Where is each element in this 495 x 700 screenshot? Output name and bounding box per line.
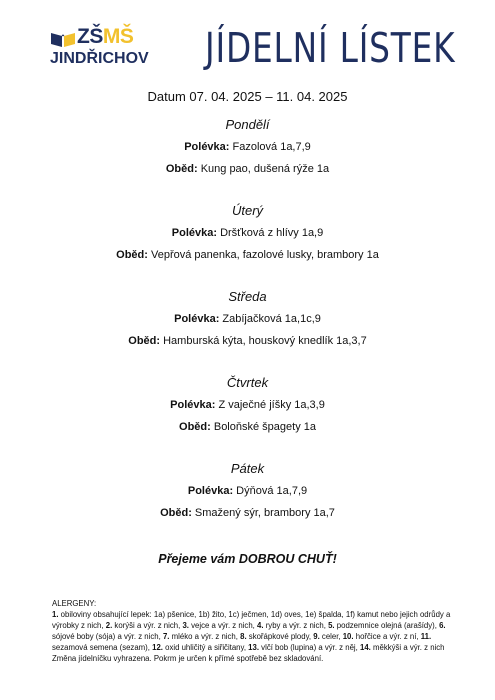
allergen-num: 7.: [162, 632, 170, 641]
allergen-text: vejce a výr. z nich,: [188, 621, 258, 630]
soup-label: Polévka:: [187, 485, 234, 497]
soup-label: Polévka:: [171, 227, 218, 239]
allergen-num: 14.: [360, 643, 371, 652]
soup-text: Fazolová 1a,7,9: [229, 141, 311, 153]
soup-tuesday: [0, 227, 495, 239]
allergen-text: skořápkové plody,: [246, 632, 314, 641]
allergen-num: 1.: [52, 610, 59, 619]
allergen-num: 10.: [342, 632, 354, 641]
allergen-text: sezamová semena (sezam),: [52, 643, 153, 652]
allergen-num: 13.: [248, 643, 260, 652]
main-wednesday: [0, 335, 495, 347]
allergen-num: 5.: [328, 621, 335, 630]
allergens-note: Změna jídelníčku vyhrazena. Pokrm je určen k přímé spotřebě bez skladování.: [52, 654, 324, 663]
soup-friday: [0, 485, 495, 497]
main-text: Kung pao, dušená rýže 1a: [197, 163, 330, 175]
allergen-text: sójové boby (sója) a výr. z nich,: [52, 632, 163, 641]
allergen-num: 2.: [105, 621, 113, 630]
main-friday: [0, 507, 495, 519]
main-label: Oběd:: [160, 507, 192, 519]
soup-text: Dýňová 1a,7,9: [233, 485, 308, 497]
main-text: Vepřová panenka, fazolové lusky, brambory 1a: [147, 249, 379, 261]
main-text: Boloňské špagety 1a: [210, 421, 316, 433]
allergen-num: 11.: [420, 632, 432, 641]
day-name-thursday: Čtvrtek: [226, 375, 269, 390]
allergen-num: 9.: [313, 632, 320, 641]
allergen-text: měkkýši a výr. z nich: [370, 643, 445, 652]
allergen-num: 4.: [257, 621, 264, 630]
main-thursday: [0, 421, 495, 433]
logo-town: JINDŘICHOV: [50, 50, 149, 67]
allergen-text: korýši a výr. z nich,: [112, 621, 183, 630]
logo-zs: ZŠ: [77, 25, 103, 48]
allergen-text: hořčice a výr. z ní,: [353, 632, 421, 641]
allergen-text: obiloviny obsahující lepek: 1a) pšenice, 1b) žito, 1c) ječmen, 1d) oves, 1e) špalda, 1f) kamut nebo jejich odrůdy a výrobky z nich,: [52, 610, 451, 630]
main-tuesday: [0, 249, 495, 261]
day-name-monday: Pondělí: [225, 117, 270, 132]
soup-label: Polévka:: [174, 313, 220, 325]
allergen-text: celer,: [319, 632, 343, 641]
allergen-num: 6.: [439, 621, 446, 630]
allergen-text: vlčí bob (lupina) a výr. z něj,: [259, 643, 360, 652]
allergen-text: mléko a výr. z nich,: [169, 632, 241, 641]
soup-text: Zabíjačková 1a,1c,9: [219, 313, 321, 325]
soup-monday: [0, 141, 495, 153]
book-logo-icon: [50, 30, 76, 48]
main-label: Oběd:: [179, 421, 211, 433]
main-label: Oběd:: [165, 163, 198, 175]
allergen-num: 8.: [240, 632, 247, 641]
allergens-heading: ALERGENY:: [52, 599, 97, 608]
day-name-tuesday: Úterý: [231, 203, 264, 218]
main-label: Oběd:: [116, 249, 148, 261]
logo-ms: MŠ: [102, 25, 134, 48]
allergen-num: 3.: [182, 621, 189, 630]
main-text: Smažený sýr, brambory 1a,7: [191, 507, 335, 519]
soup-text: Z vaječné jíšky 1a,3,9: [215, 399, 325, 411]
day-name-wednesday: Středa: [228, 289, 267, 304]
school-logo: [50, 26, 160, 76]
soup-wednesday: [0, 313, 495, 325]
page-title: JÍDELNÍ LÍSTEK: [205, 24, 456, 72]
day-name-friday: Pátek: [230, 461, 265, 476]
soup-label: Polévka:: [184, 141, 230, 153]
allergen-text: podzemnice olejná (arašídy),: [334, 621, 440, 630]
main-text: Hamburská kýta, houskový knedlík 1a,3,7: [160, 335, 367, 347]
soup-text: Dršťková z hlívy 1a,9: [217, 227, 324, 239]
allergen-text: ryby a výr. z nich,: [263, 621, 329, 630]
allergens-list: [52, 609, 452, 653]
bon-appetit-message: Přejeme vám DOBROU CHUŤ!: [158, 552, 337, 566]
soup-thursday: [0, 399, 495, 411]
date-range: Datum 07. 04. 2025 – 11. 04. 2025: [147, 89, 348, 104]
logo-zs-ms: [77, 26, 133, 48]
allergens-block: [52, 598, 452, 664]
soup-label: Polévka:: [170, 399, 216, 411]
allergen-text: oxid uhličitý a siřičitany,: [162, 643, 249, 652]
main-label: Oběd:: [128, 335, 161, 347]
main-monday: [0, 163, 495, 175]
allergen-num: 12.: [152, 643, 163, 652]
